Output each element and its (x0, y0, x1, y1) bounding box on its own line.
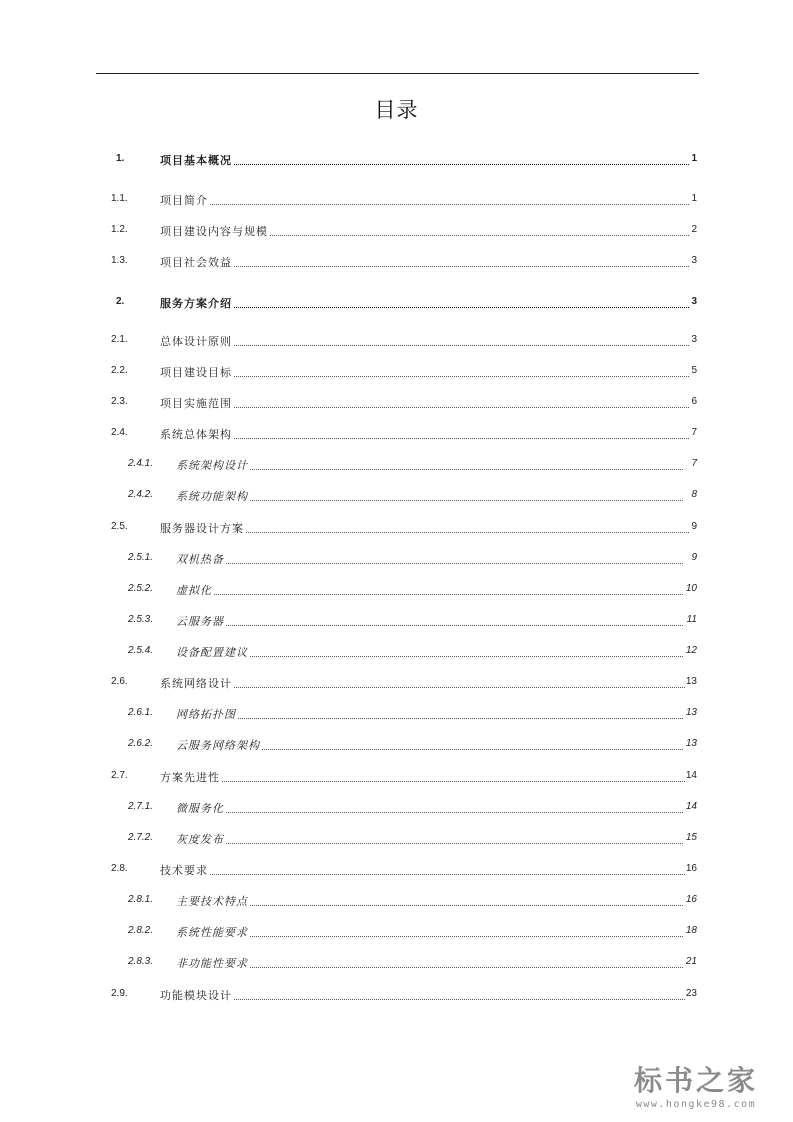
toc-entry[interactable] (0, 331, 793, 349)
toc-entry-page: 3 (691, 334, 697, 345)
toc-dot-leader (160, 687, 689, 688)
toc-entry-page: 18 (685, 925, 697, 936)
toc-entry-page: 13 (685, 738, 697, 749)
toc-entry-label: 项目社会效益 (160, 256, 232, 269)
watermark-logo (611, 1064, 781, 1112)
toc-entry-page: 21 (685, 956, 697, 967)
toc-dot-leader (160, 407, 689, 408)
toc-entry-page: 12 (685, 645, 697, 656)
toc-entry-number: 2.8. (111, 863, 128, 874)
toc-dot-leader (160, 345, 689, 346)
toc-entry-page: 14 (685, 770, 697, 781)
toc-entry-page: 13 (685, 676, 697, 687)
toc-dot-leader (176, 843, 683, 844)
toc-entry[interactable] (0, 860, 793, 878)
toc-entry-number: 2.2. (111, 365, 128, 376)
toc-entry-page: 9 (691, 552, 697, 563)
toc-entry-label: 系统性能要求 (176, 926, 248, 939)
toc-entry-label: 系统功能架构 (176, 490, 248, 503)
toc-entry-number: 2.3. (111, 396, 128, 407)
toc-entry-page: 23 (685, 988, 697, 999)
toc-dot-leader (160, 438, 689, 439)
toc-entry-label: 主要技术特点 (176, 895, 248, 908)
toc-entry-number: 1.3. (111, 255, 128, 266)
toc-entry-number: 2.5.4. (128, 645, 154, 656)
toc-entry[interactable] (0, 953, 793, 971)
toc-entry[interactable] (0, 891, 793, 909)
toc-entry-label: 双机热备 (176, 553, 224, 566)
toc-dot-leader (160, 164, 689, 165)
toc-dot-leader (176, 625, 683, 626)
toc-entry-page: 13 (685, 707, 697, 718)
toc-entry[interactable] (0, 642, 793, 660)
toc-entry[interactable] (0, 221, 793, 239)
toc-entry-label: 网络拓扑图 (176, 708, 236, 721)
toc-entry-number: 2.7.1. (128, 801, 154, 812)
toc-entry-number: 1.1. (111, 193, 128, 204)
toc-entry-number: 2.4.1. (128, 458, 154, 469)
toc-entry-label: 项目基本概况 (160, 154, 232, 167)
toc-entry[interactable] (0, 424, 793, 442)
toc-entry-label: 项目简介 (160, 194, 208, 207)
toc-entry-label: 技术要求 (160, 864, 208, 877)
toc-entry-page: 14 (685, 801, 697, 812)
toc-entry[interactable] (0, 673, 793, 691)
toc-entry-page: 7 (691, 458, 697, 469)
toc-entry-label: 项目建设内容与规模 (160, 225, 268, 238)
toc-entry[interactable] (0, 293, 793, 311)
toc-entry[interactable] (0, 393, 793, 411)
toc-entry[interactable] (0, 735, 793, 753)
toc-entry-number: 1.2. (111, 224, 128, 235)
toc-dot-leader (160, 376, 689, 377)
toc-dot-leader (160, 204, 689, 205)
toc-entry[interactable] (0, 922, 793, 940)
toc-dot-leader (160, 874, 689, 875)
toc-entry-label: 设备配置建议 (176, 646, 248, 659)
toc-entry-number: 2.8.3. (128, 956, 154, 967)
toc-entry-page: 9 (691, 521, 697, 532)
toc-entry-page: 16 (685, 894, 697, 905)
toc-entry-page: 3 (691, 296, 697, 307)
watermark-brand: 标书之家 (633, 1064, 758, 1097)
toc-dot-leader (176, 905, 683, 906)
toc-entry-label: 灰度发布 (176, 833, 224, 846)
toc-entry-number: 2.6.1. (128, 707, 154, 718)
toc-entry-number: 2.6.2. (128, 738, 154, 749)
toc-entry-label: 云服务器 (176, 615, 224, 628)
toc-dot-leader (160, 307, 689, 308)
toc-dot-leader (176, 812, 683, 813)
watermark-url: www.hongke98.com (635, 1099, 757, 1110)
toc-dot-leader (176, 718, 683, 719)
toc-entry-number: 2.8.2. (128, 925, 154, 936)
toc-entry-label: 方案先进性 (160, 771, 220, 784)
toc-dot-leader (176, 563, 683, 564)
toc-entry[interactable] (0, 580, 793, 598)
toc-entry-number: 2.5. (111, 521, 128, 532)
toc-entry[interactable] (0, 455, 793, 473)
toc-entry[interactable] (0, 798, 793, 816)
toc-entry-page: 5 (691, 365, 697, 376)
toc-entry-page: 3 (691, 255, 697, 266)
toc-dot-leader (176, 469, 683, 470)
toc-entry[interactable] (0, 829, 793, 847)
toc-dot-leader (176, 500, 683, 501)
toc-entry[interactable] (0, 767, 793, 785)
toc-entry[interactable] (0, 518, 793, 536)
toc-entry-number: 2. (116, 296, 125, 307)
toc-entry-number: 1. (116, 153, 125, 164)
toc-entry-page: 1 (691, 153, 697, 164)
toc-entry-page: 15 (685, 832, 697, 843)
toc-entry-label: 虚拟化 (176, 584, 212, 597)
toc-entry[interactable] (0, 985, 793, 1003)
toc-dot-leader (160, 999, 689, 1000)
toc-entry-label: 非功能性要求 (176, 957, 248, 970)
toc-entry-page: 10 (685, 583, 697, 594)
toc-entry-label: 总体设计原则 (160, 335, 232, 348)
toc-entry-page: 16 (685, 863, 697, 874)
toc-entry[interactable] (0, 704, 793, 722)
toc-entry[interactable] (0, 549, 793, 567)
toc-entry-number: 2.5.3. (128, 614, 154, 625)
toc-entry-label: 项目建设目标 (160, 366, 232, 379)
toc-entry-number: 2.5.2. (128, 583, 154, 594)
toc-dot-leader (176, 656, 683, 657)
toc-entry-label: 系统总体架构 (160, 428, 232, 441)
toc-entry-label: 系统网络设计 (160, 677, 232, 690)
toc-dot-leader (176, 594, 683, 595)
toc-entry-number: 2.8.1. (128, 894, 154, 905)
toc-entry[interactable] (0, 150, 793, 168)
toc-entry-label: 项目实施范围 (160, 397, 232, 410)
toc-entry[interactable] (0, 252, 793, 270)
toc-entry-label: 功能模块设计 (160, 989, 232, 1002)
toc-entry[interactable] (0, 486, 793, 504)
toc-entry-number: 2.5.1. (128, 552, 154, 563)
toc-dot-leader (176, 967, 683, 968)
toc-entry-label: 云服务网络架构 (176, 739, 260, 752)
toc-dot-leader (160, 781, 689, 782)
toc-entry-label: 微服务化 (176, 802, 224, 815)
toc-entry-number: 2.6. (111, 676, 128, 687)
toc-dot-leader (160, 266, 689, 267)
toc-entry-number: 2.1. (111, 334, 128, 345)
toc-entry-number: 2.4.2. (128, 489, 154, 500)
toc-entry-label: 服务器设计方案 (160, 522, 244, 535)
toc-entry-page: 1 (691, 193, 697, 204)
toc-entry-number: 2.4. (111, 427, 128, 438)
toc-entry[interactable] (0, 611, 793, 629)
toc-entry-number: 2.7.2. (128, 832, 154, 843)
toc-entry[interactable] (0, 190, 793, 208)
toc-title: 目录 (374, 98, 419, 122)
toc-entry-label: 系统架构设计 (176, 459, 248, 472)
toc-entry[interactable] (0, 362, 793, 380)
toc-entry-page: 7 (691, 427, 697, 438)
toc-entry-page: 2 (691, 224, 697, 235)
toc-dot-leader (176, 936, 683, 937)
toc-entry-page: 8 (691, 489, 697, 500)
toc-entry-page: 6 (691, 396, 697, 407)
toc-entry-number: 2.9. (111, 988, 128, 999)
toc-entry-page: 11 (686, 614, 697, 625)
toc-entry-label: 服务方案介绍 (160, 297, 232, 310)
toc-entry-number: 2.7. (111, 770, 128, 781)
